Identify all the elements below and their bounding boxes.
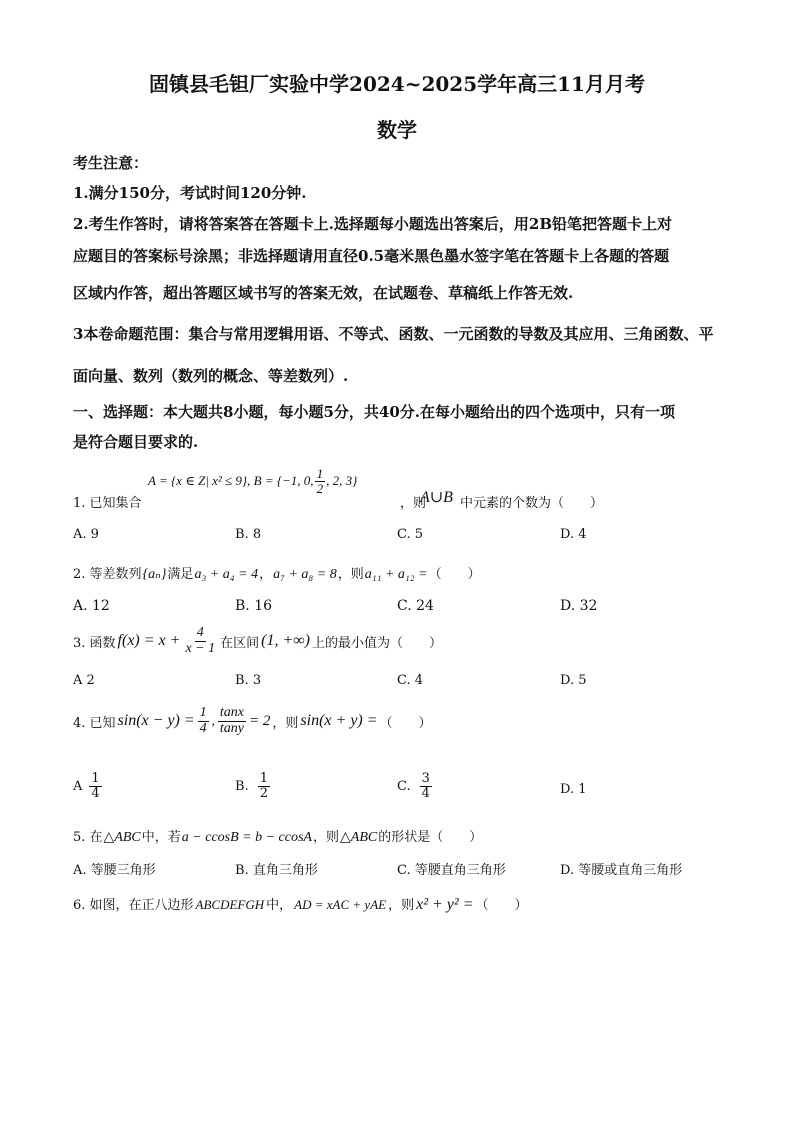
q1-union: A∪B bbox=[420, 489, 453, 506]
notice-item-2-line-1: 2.考生作答时，请将答案答在答题卡上.选择题每小题选出答案后，用2B铅笔把答题卡上对 bbox=[73, 215, 673, 233]
q4-f2-den: tany bbox=[219, 720, 245, 736]
q4-option-a[interactable] bbox=[73, 772, 103, 800]
q4-option-c-label: C. bbox=[397, 778, 411, 794]
q4-f2-num: tanx bbox=[219, 705, 245, 720]
q1-mid: ，则 bbox=[400, 496, 427, 511]
q2-sep: ， bbox=[259, 567, 273, 582]
q3-option-d[interactable]: D. 5 bbox=[560, 673, 587, 688]
q4-sin2: sin(x + y) = bbox=[300, 712, 378, 730]
q5-option-b[interactable]: B. 直角三角形 bbox=[235, 863, 318, 878]
q6-prefix: 6. 如图，在正八边形 bbox=[73, 898, 194, 913]
q1-option-b[interactable]: B. 8 bbox=[235, 527, 262, 542]
q1-set-a: A = {x ∈ Z| x² ≤ 9}, B = {−1, 0, bbox=[148, 473, 314, 489]
q5-tri2: △ABC bbox=[340, 830, 378, 845]
q1-option-a[interactable]: A. 9 bbox=[73, 527, 99, 542]
subject-title: 数学 bbox=[377, 118, 417, 142]
q4-stem bbox=[73, 706, 432, 736]
q1-option-c[interactable]: C. 5 bbox=[397, 527, 424, 542]
q4-option-b-num: 1 bbox=[259, 771, 268, 786]
q1-option-d[interactable]: D. 4 bbox=[560, 527, 587, 542]
q1-half-num: 1 bbox=[316, 466, 324, 481]
q4-option-b-label: B. bbox=[235, 778, 249, 794]
q4-option-a-fraction bbox=[89, 772, 101, 800]
q4-suffix: （ ） bbox=[379, 715, 432, 731]
q6-mid2: ，则 bbox=[388, 898, 415, 913]
q2-mid1: 满足 bbox=[167, 567, 194, 582]
q4-option-a-den: 4 bbox=[91, 785, 100, 801]
q2-seq: {aₙ} bbox=[142, 567, 167, 582]
q1-prefix: 1. 已知集合 bbox=[73, 496, 142, 511]
q3-option-b[interactable]: B. 3 bbox=[235, 673, 262, 688]
q3-mid: 在区间 bbox=[220, 635, 260, 651]
q3-suffix: 上的最小值为（ ） bbox=[312, 635, 443, 651]
notice-item-3-line-2: 面向量、数列（数列的概念、等差数列）. bbox=[73, 367, 349, 385]
q3-stem bbox=[73, 626, 442, 656]
q5-suffix: 的形状是（ ） bbox=[378, 830, 483, 845]
q1-set-expression bbox=[148, 467, 357, 495]
notice-item-3-line-1: 3本卷命题范围：集合与常用逻辑用语、不等式、函数、一元函数的导数及其应用、三角函数、平 bbox=[73, 325, 714, 343]
q6-poly: ABCDEFGH bbox=[195, 897, 265, 912]
q3-fx: f(x) = x + bbox=[117, 632, 181, 650]
q2-mid2: ，则 bbox=[337, 567, 364, 582]
q3-prefix: 3. 函数 bbox=[73, 635, 116, 651]
q4-fraction-2 bbox=[218, 706, 246, 736]
q5-mid1: 中，若 bbox=[141, 830, 181, 845]
q2-option-c[interactable]: C. 24 bbox=[397, 598, 434, 614]
q4-prefix: 4. 已知 bbox=[73, 715, 116, 731]
q4-option-b-den: 2 bbox=[259, 785, 268, 801]
q1-half-den: 2 bbox=[316, 480, 324, 496]
q4-fraction-1 bbox=[198, 706, 209, 736]
q2-stem bbox=[73, 563, 481, 583]
q5-stem bbox=[73, 826, 482, 846]
q3-option-c[interactable]: C. 4 bbox=[397, 673, 424, 688]
q3-option-a[interactable]: A 2 bbox=[73, 673, 95, 688]
q6-vec: AD = xAC + yAE bbox=[294, 897, 387, 912]
q4-option-c-den: 4 bbox=[421, 785, 430, 801]
q3-frac-num: 4 bbox=[196, 625, 204, 640]
notice-heading: 考生注意： bbox=[73, 154, 149, 172]
q4-option-b[interactable] bbox=[235, 772, 271, 800]
q5-tri1: △ABC bbox=[103, 830, 141, 845]
q3-frac-den: x − 1 bbox=[185, 640, 216, 656]
q6-mid1: 中， bbox=[266, 898, 293, 913]
q5-option-c[interactable]: C. 等腰直角三角形 bbox=[397, 863, 506, 878]
q2-eq3: a₁₁ + a₁₂ = bbox=[364, 567, 428, 582]
notice-item-1: 1.满分150分，考试时间120分钟. bbox=[73, 184, 307, 202]
q5-option-a[interactable]: A. 等腰三角形 bbox=[73, 863, 156, 878]
notice-item-2-line-3: 区域内作答，超出答题区域书写的答案无效，在试题卷、草稿纸上作答无效. bbox=[73, 284, 574, 302]
q4-mid: ，则 bbox=[272, 715, 299, 731]
q4-option-c-num: 3 bbox=[421, 771, 430, 786]
q2-eq2: a₇ + a₈ = 8 bbox=[273, 567, 337, 582]
section-heading-line-2: 是符合题目要求的. bbox=[73, 433, 199, 451]
q2-suffix: （ ） bbox=[428, 567, 481, 582]
notice-item-2-line-2: 应题目的答案标号涂黑；非选择题请用直径0.5毫米黑色墨水签字笔在答题卡上各题的答题 bbox=[73, 247, 670, 265]
q2-eq1: a₃ + a₄ = 4 bbox=[194, 567, 259, 582]
q6-stem bbox=[73, 894, 528, 914]
q6-expr: x² + y² = bbox=[416, 896, 474, 913]
q4-f1-den: 4 bbox=[199, 720, 207, 736]
section-heading-line-1: 一、选择题：本大题共8小题，每小题5分，共40分.在每小题给出的四个选项中，只有一项 bbox=[73, 403, 675, 421]
q4-option-c-fraction bbox=[420, 772, 432, 800]
q4-eq2: = 2 bbox=[249, 712, 271, 729]
q1-set-tail: , 2, 3} bbox=[326, 473, 358, 489]
q2-prefix: 2. 等差数列 bbox=[73, 567, 142, 582]
q4-option-a-num: 1 bbox=[91, 771, 100, 786]
q4-option-a-label: A bbox=[73, 778, 83, 794]
q5-prefix: 5. 在 bbox=[73, 830, 103, 845]
q4-option-b-fraction bbox=[258, 772, 270, 800]
q4-option-c[interactable] bbox=[397, 772, 433, 800]
exam-title: 固镇县毛钽厂实验中学2024~2025学年高三11月月考 bbox=[149, 72, 645, 96]
q4-f1-num: 1 bbox=[199, 705, 207, 720]
q5-eq: a − ccosB = b − ccosA bbox=[181, 830, 312, 845]
q4-comma: , bbox=[211, 713, 215, 729]
q3-fraction bbox=[183, 626, 217, 656]
q5-option-d[interactable]: D. 等腰或直角三角形 bbox=[560, 863, 683, 878]
q2-option-b[interactable]: B. 16 bbox=[235, 598, 273, 614]
q2-option-a[interactable]: A. 12 bbox=[73, 598, 110, 614]
q1-suffix: 中元素的个数为（ ） bbox=[460, 496, 604, 511]
q5-mid2: ，则 bbox=[312, 830, 339, 845]
q2-option-d[interactable]: D. 32 bbox=[560, 598, 598, 614]
q4-option-d[interactable]: D. 1 bbox=[560, 782, 587, 797]
q4-sin1: sin(x − y) = bbox=[117, 712, 195, 730]
q1-half-fraction bbox=[315, 467, 326, 495]
q3-interval: (1, +∞) bbox=[261, 632, 310, 650]
q6-suffix: （ ） bbox=[475, 898, 528, 913]
